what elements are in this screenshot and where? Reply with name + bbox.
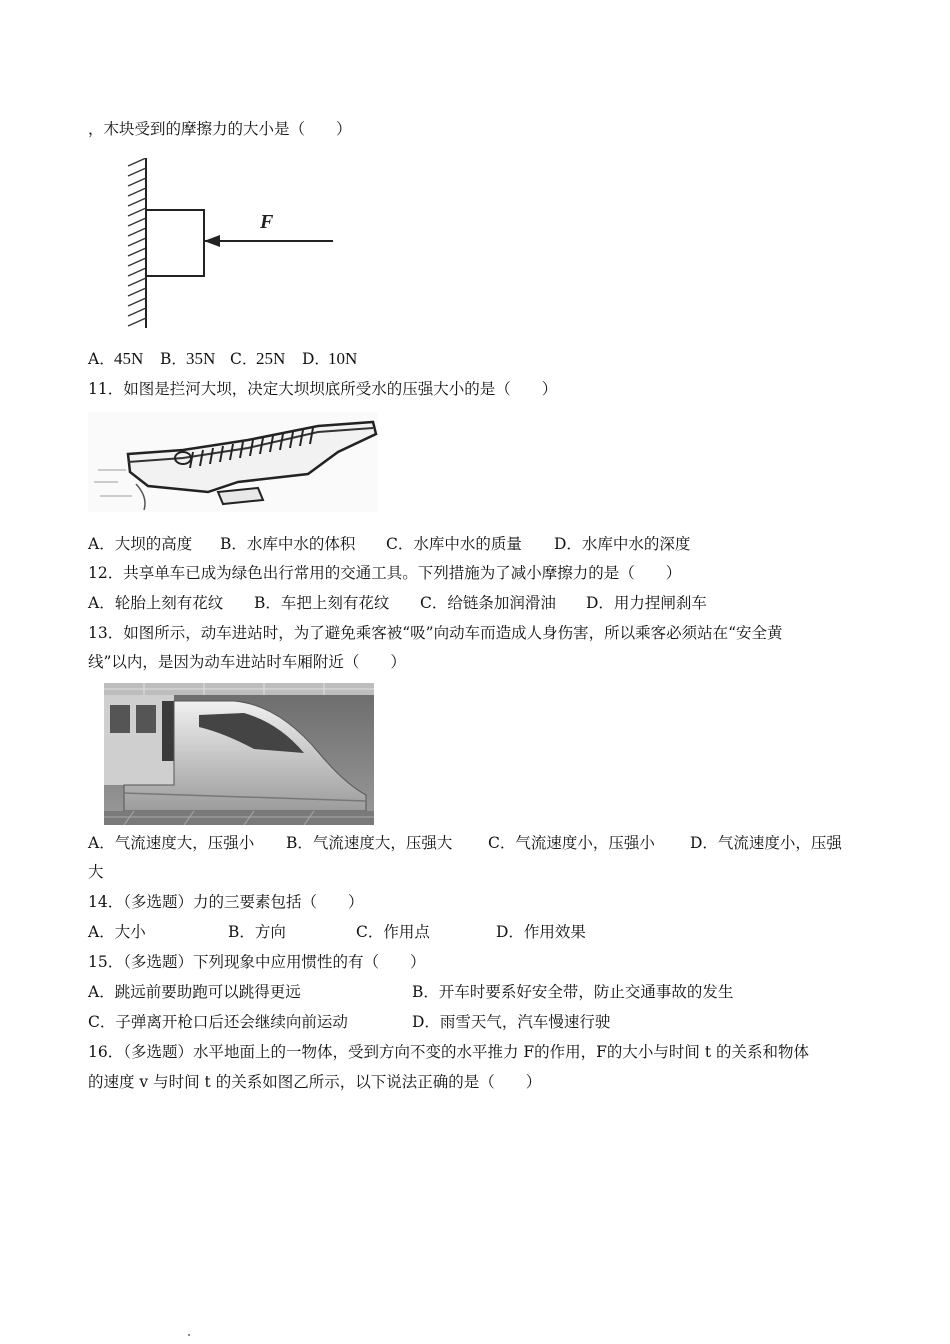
q11-figure-dam (88, 412, 378, 512)
q15-option-c: C．子弹离开枪口后还会继续向前运动 (88, 1013, 348, 1031)
q10-option-d-letter: D． (302, 350, 330, 368)
q14-stem: 14．（多选题）力的三要素包括（ ） (88, 893, 364, 911)
q13-stem-line1: 13．如图所示，动车进站时，为了避免乘客被“吸”向动车而造成人身伤害，所以乘客必须站在“安全黄 (88, 624, 783, 642)
q14-option-d: D．作用效果 (496, 923, 586, 941)
q14-option-b: B．方向 (228, 923, 286, 941)
q13-option-d: D．气流速度小，压强 (690, 834, 842, 852)
q10-option-c-letter: C． (230, 350, 258, 368)
q11-option-a: A．大坝的高度 (88, 535, 193, 553)
q12-option-d: D．用力捏闸刹车 (586, 594, 707, 612)
q13-option-a: A．气流速度大，压强小 (88, 834, 255, 852)
q12-option-c: C．给链条加润滑油 (420, 594, 556, 612)
q12-option-a: A．轮胎上刻有花纹 (88, 594, 224, 612)
q13-option-b: B．气流速度大，压强大 (286, 834, 453, 852)
q16-stem-line2: 的速度 v 与时间 t 的关系如图乙所示，以下说法正确的是（ ） (88, 1073, 542, 1091)
page-footer-dot (188, 1334, 190, 1336)
q15-option-b: B．开车时要系好安全带，防止交通事故的发生 (412, 983, 734, 1001)
q11-option-d: D．水库中水的深度 (554, 535, 691, 553)
q11-option-c: C．水库中水的质量 (386, 535, 522, 553)
q14-option-a: A．大小 (88, 923, 146, 941)
q10-option-a-letter: A． (88, 350, 115, 368)
force-arrow-head (204, 235, 220, 247)
q15-option-d: D．雨雪天气，汽车慢速行驶 (412, 1013, 611, 1031)
q13-option-d-wrap: 大 (88, 863, 104, 881)
q10-stem-tail: ，木块受到的摩擦力的大小是（ ） (88, 120, 352, 138)
force-label-f: F (260, 211, 274, 233)
q11-stem: 11．如图是拦河大坝，决定大坝坝底所受水的压强大小的是（ ） (88, 380, 558, 398)
q13-stem-line2: 线”以内，是因为动车进站时车厢附近（ ） (88, 653, 406, 671)
q10-option-b-value: 35N (186, 349, 216, 368)
q15-stem: 15．（多选题）下列现象中应用惯性的有（ ） (88, 953, 426, 971)
q10-option-c-value: 25N (256, 349, 286, 368)
q10-option-b-letter: B． (160, 350, 187, 368)
q14-option-c: C．作用点 (356, 923, 430, 941)
q13-figure-high-speed-train (104, 683, 374, 825)
train-door (162, 701, 174, 761)
wall-hatching (128, 158, 146, 326)
q16-stem-line1: 16．（多选题）水平地面上的一物体，受到方向不变的水平推力 F的作用，F的大小与时间 t 的关系和物体 (88, 1043, 809, 1061)
q12-option-b: B．车把上刻有花纹 (254, 594, 390, 612)
q10-figure-block-against-wall (118, 158, 343, 330)
q12-stem: 12．共享单车已成为绿色出行常用的交通工具。下列措施为了减小摩擦力的是（ ） (88, 564, 682, 582)
q15-option-a: A．跳远前要助跑可以跳得更远 (88, 983, 301, 1001)
q10-option-a-value: 45N (114, 349, 144, 368)
q13-option-c: C．气流速度小，压强小 (488, 834, 655, 852)
wooden-block (146, 210, 204, 276)
q11-option-b: B．水库中水的体积 (220, 535, 356, 553)
q10-option-d-value: 10N (328, 349, 358, 368)
platform (104, 811, 374, 825)
